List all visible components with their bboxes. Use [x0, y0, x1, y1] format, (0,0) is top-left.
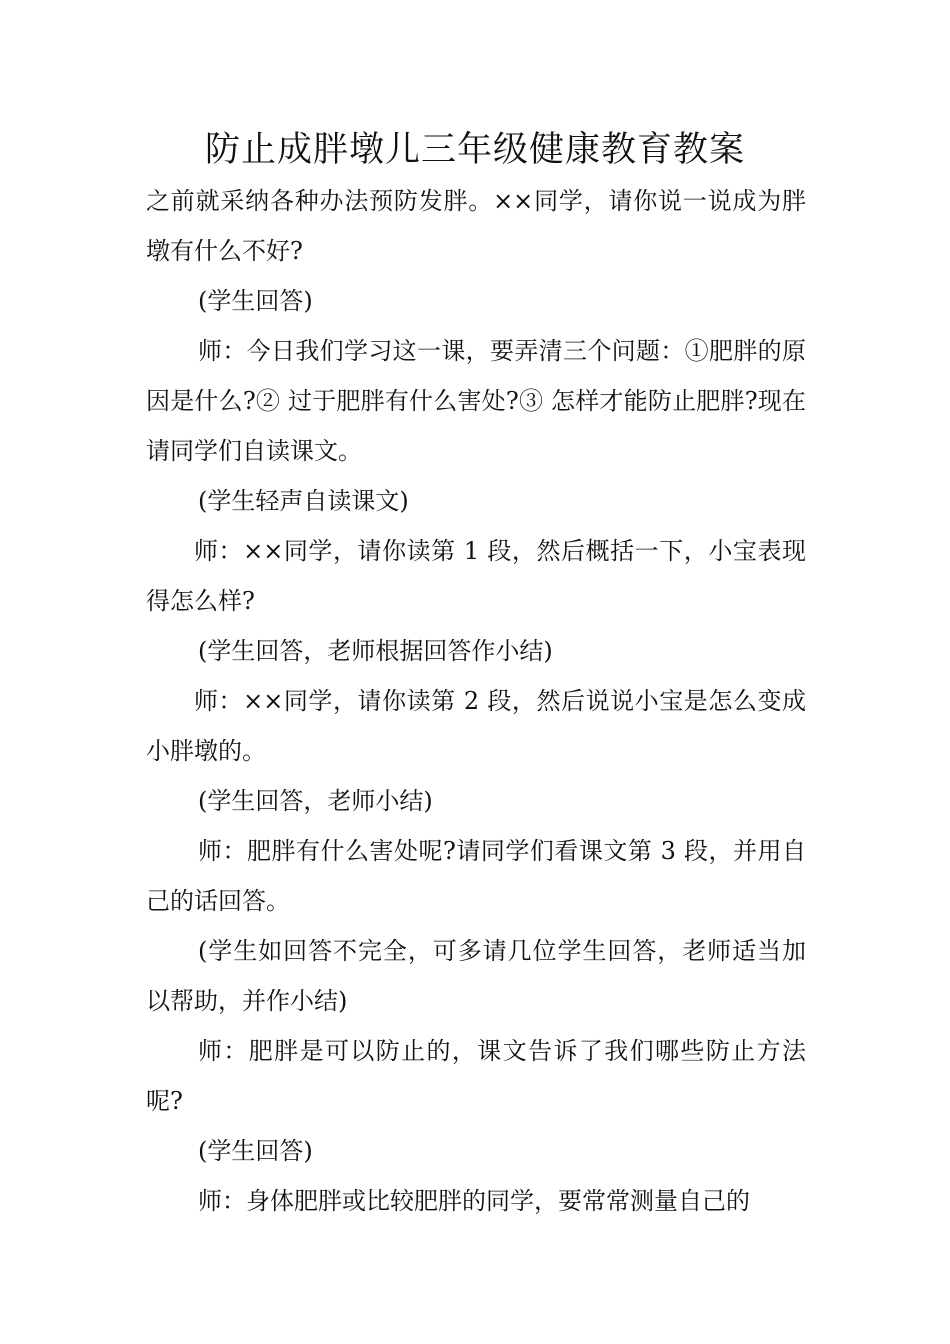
paragraph: 师：××同学，请你读第 1 段，然后概括一下，小宝表现得怎么样?: [146, 537, 806, 615]
paragraph: 师：肥胖是可以防止的，课文告诉了我们哪些防止方法呢?: [146, 1037, 806, 1115]
paragraph: 之前就采纳各种办法预防发胖。××同学，请你说一说成为胖墩有什么不好?: [146, 187, 806, 265]
paragraph: (学生回答): [198, 287, 313, 315]
document-title: 防止成胖墩儿三年级健康教育教案: [204, 130, 745, 170]
paragraph: (学生回答): [198, 1137, 313, 1165]
paragraph: (学生回答，老师根据回答作小结): [198, 637, 553, 665]
paragraph: (学生回答，老师小结): [198, 787, 433, 815]
document-body: [146, 176, 806, 1226]
paragraph: (学生轻声自读课文): [198, 487, 409, 515]
paragraph: 师：肥胖有什么害处呢?请同学们看课文第 3 段，并用自己的话回答。: [146, 837, 806, 915]
paragraph: 师：××同学，请你读第 2 段，然后说说小宝是怎么变成小胖墩的。: [146, 687, 806, 765]
paragraph: 师：今日我们学习这一课，要弄清三个问题：①肥胖的原因是什么?② 过于肥胖有什么害处?③ 怎样才能防止肥胖?现在请同学们自读课文。: [146, 337, 806, 465]
paragraph: (学生如回答不完全，可多请几位学生回答，老师适当加以帮助，并作小结): [146, 937, 806, 1015]
paragraph: 师：身体肥胖或比较肥胖的同学，要常常测量自己的: [198, 1187, 750, 1215]
